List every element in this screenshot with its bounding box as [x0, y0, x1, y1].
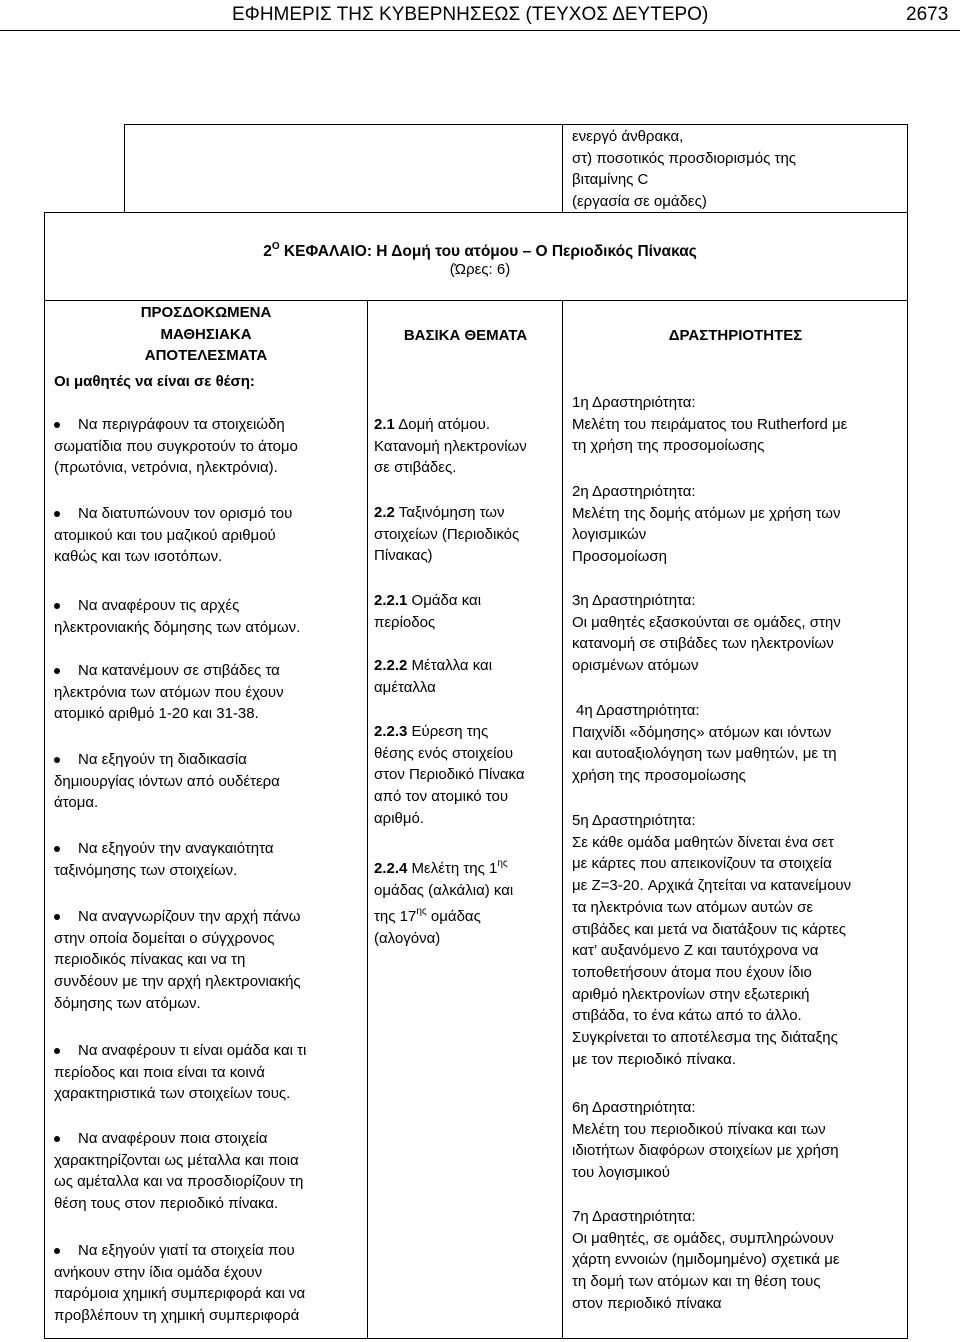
outcome-item-cont — [54, 860, 237, 882]
outcome-item-cont — [54, 1062, 290, 1105]
outcome-item — [78, 906, 300, 928]
topic-line: αριθμό. — [374, 809, 425, 827]
activity-line: Σε κάθε ομάδα μαθητών δίνεται ένα σετ — [572, 833, 834, 851]
topic-2-2 — [374, 502, 519, 567]
activity-line: κατανομή σε στιβάδες των ηλεκτρονίων — [572, 635, 834, 653]
activity-title: 4η Δραστηριότητα: — [576, 702, 700, 719]
outcome-item — [78, 414, 285, 436]
topic-line: Ομάδα και — [411, 592, 482, 609]
outcome-line: άτομα. — [54, 794, 99, 812]
top-row-cell — [572, 126, 796, 213]
activity-line: Μελέτη του πειράματος του Rutherford με — [572, 415, 848, 433]
topic-sup: ης — [497, 858, 508, 869]
activity-5 — [572, 810, 851, 1070]
outcome-line: δόμησης των ατόμων. — [54, 994, 201, 1012]
outcome-item-cont — [54, 1150, 303, 1215]
bullet-icon — [54, 1136, 60, 1142]
page-number: 2673 — [906, 4, 949, 25]
top-row-line: ενεργό άνθρακα, — [572, 128, 684, 145]
outcomes-intro: Οι μαθητές να είναι σε θέση: — [54, 373, 255, 390]
outcome-line: ως αμέταλλα και να προσδιορίζουν τη — [54, 1173, 304, 1191]
gazette-title: ΕΦΗΜΕΡΙΣ ΤΗΣ ΚΥΒΕΡΝΗΣΕΩΣ (ΤΕΥΧΟΣ ΔΕΥΤΕΡΟ) — [232, 4, 709, 25]
topic-sup: ης — [416, 906, 427, 918]
outcome-line: Να περιγράφουν τα στοιχειώδη — [78, 416, 285, 433]
outcome-item — [78, 749, 247, 771]
outcome-line: θέση τους στον περιοδικό πίνακα. — [54, 1195, 279, 1213]
column-divider-top — [562, 124, 563, 212]
topic-line: Κατανομή ηλεκτρονίων — [374, 437, 527, 455]
topic-line: Εύρεση της — [411, 723, 489, 740]
topic-number: 2.2.3 — [374, 723, 408, 740]
outcome-line: Να διατυπώνουν τον ορισμό του — [78, 505, 293, 522]
outcomes-header-line: ΠΡΟΣΔΟΚΩΜΕΝΑ — [140, 304, 272, 321]
outcomes-header — [44, 302, 368, 367]
topic-number: 2.1 — [374, 416, 395, 433]
outcome-line: Να εξηγούν την αναγκαιότητα — [78, 840, 274, 857]
activity-line: με Z=3-20. Αρχικά ζητείται να κατανείμουν — [572, 877, 852, 895]
outcome-line: Να κατανέμουν σε στιβάδες τα — [78, 662, 280, 679]
outcome-line: Να αναφέρουν τι είναι ομάδα και τι — [78, 1042, 307, 1059]
outcome-item-cont — [54, 617, 300, 639]
outcome-line: Να εξηγούν γιατί τα στοιχεία που — [78, 1242, 295, 1259]
outcome-line: προβλέπουν τη χημική συμπεριφορά — [54, 1307, 300, 1325]
outcome-line: ανήκουν στην ίδια ομάδα έχουν — [54, 1263, 263, 1281]
bullet-icon — [54, 1048, 60, 1054]
topic-number: 2.2.2 — [374, 657, 408, 674]
topic-line: στον Περιοδικό Πίνακα — [374, 766, 525, 784]
activity-4 — [572, 700, 837, 787]
activity-title: 6η Δραστηριότητα: — [572, 1099, 696, 1116]
chapter-number-sup: Ο — [271, 241, 280, 252]
activity-line: ορισμένων ατόμων — [572, 657, 699, 675]
activity-line: Οι μαθητές εξασκούνται σε ομάδες, στην — [572, 613, 841, 631]
activity-line: στον περιοδικό πίνακα — [572, 1294, 722, 1312]
activity-title: 2η Δραστηριότητα: — [572, 483, 696, 500]
activity-1 — [572, 392, 847, 457]
bullet-icon — [54, 603, 60, 609]
activity-line: του λογισμικού — [572, 1164, 670, 1182]
activity-title: 3η Δραστηριότητα: — [572, 592, 696, 609]
bullet-icon — [54, 511, 60, 517]
outcome-line: Να αναγνωρίζουν την αρχή πάνω — [78, 908, 301, 925]
topic-line: περίοδος — [374, 613, 436, 631]
table-border-bottom — [44, 1338, 908, 1339]
activity-line: τα ηλεκτρόνια των ατόμων αυτών σε — [572, 898, 814, 916]
column-divider-1 — [367, 300, 368, 1338]
outcomes-header-line: ΑΠΟΤΕΛΕΣΜΑΤΑ — [144, 347, 268, 365]
outcome-line: Να αναφέρουν τις αρχές — [78, 597, 240, 614]
outcome-line: ηλεκτρόνια των ατόμων που έχουν — [54, 683, 284, 701]
topic-line: σε στιβάδες. — [374, 459, 457, 477]
activity-title: 7η Δραστηριότητα: — [572, 1208, 696, 1225]
topic-line: Μέταλλα και — [411, 657, 493, 674]
activity-line: χάρτη εννοιών (ημιδομημένο) σχετικά με — [572, 1251, 840, 1269]
activity-7 — [572, 1206, 840, 1315]
activity-line: και αυτοαξιολόγηση των μαθητών, με τη — [572, 745, 837, 763]
activity-line: τοποθετήσουν άτομα που έχουν ίδιο — [572, 963, 812, 981]
activity-title: 1η Δραστηριότητα: — [572, 394, 696, 411]
bullet-icon — [54, 914, 60, 920]
table-border-right — [907, 124, 908, 1339]
topic-line: στοιχείων (Περιοδικός — [374, 525, 520, 543]
topic-line: Ταξινόμηση των — [398, 504, 505, 521]
activity-line: Προσομοίωση — [572, 548, 667, 566]
activity-line: Συγκρίνεται το αποτέλεσμα της διάταξης — [572, 1029, 838, 1047]
topic-line: (αλογόνα) — [374, 930, 441, 948]
outcome-item-cont — [54, 928, 301, 1015]
outcome-line: ηλεκτρονιακής δόμησης των ατόμων. — [54, 618, 301, 636]
chapter-number: 2 — [263, 243, 272, 260]
outcome-line: σωματίδια που συγκροτούν το άτομο — [54, 437, 298, 455]
header-rule — [0, 30, 960, 31]
page-header — [0, 0, 960, 30]
outcome-line: χαρακτηριστικά των στοιχείων τους. — [54, 1085, 291, 1103]
outcome-item-cont — [54, 682, 284, 725]
bullet-icon — [54, 757, 60, 763]
topic-line: θέσης ενός στοιχείου — [374, 744, 514, 762]
outcome-line: (πρωτόνια, νετρόνια, ηλεκτρόνια). — [54, 459, 278, 477]
topic-number: 2.2.1 — [374, 592, 408, 609]
outcome-item — [78, 503, 292, 525]
bullet-icon — [54, 846, 60, 852]
activity-line: χρήση της προσομοίωσης — [572, 767, 746, 785]
activity-line: Οι μαθητές, σε ομάδες, συμπληρώνουν — [572, 1229, 834, 1247]
outcome-line: συνδέουν με την αρχή ηλεκτρονιακής — [54, 973, 301, 991]
topic-line: από τον ατομικό του — [374, 788, 509, 806]
activity-line: τη χρήση της προσομοίωσης — [572, 437, 765, 455]
activity-line: στιβάδες και μετά να διατάξουν τις κάρτες — [572, 920, 847, 938]
table-border-left — [44, 212, 45, 1339]
chapter-hours: (Ώρες: 6) — [449, 261, 511, 278]
outcome-line: Να αναφέρουν ποια στοιχεία — [78, 1130, 268, 1147]
top-row-line: βιταμίνης C — [572, 171, 649, 189]
outcome-line: περίοδος και ποια είναι τα κοινά — [54, 1063, 265, 1081]
topics-header: ΒΑΣΙΚΑ ΘΕΜΑΤΑ — [403, 327, 528, 344]
outcomes-header-line: ΜΑΘΗΣΙΑΚΑ — [160, 325, 252, 343]
topic-line: Δομή ατόμου. — [398, 416, 491, 433]
activity-line: ιδιοτήτων διαφόρων στοιχείων με χρήση — [572, 1142, 839, 1160]
activity-title: 5η Δραστηριότητα: — [572, 812, 696, 829]
outcome-line: δημιουργίας ιόντων από ουδέτερα — [54, 772, 280, 790]
activity-line: Παιχνίδι «δόμησης» ατόμων και ιόντων — [572, 723, 832, 741]
outcome-item-cont — [54, 771, 280, 814]
activity-line: τη δομή των ατόμων και τη θέση τους — [572, 1273, 821, 1291]
activity-3 — [572, 590, 841, 677]
topic-number: 2.2.4 — [374, 860, 408, 877]
outcome-item-cont — [54, 1262, 305, 1327]
outcome-line: στην οποία δομείται ο σύγχρονος — [54, 929, 275, 947]
topic-2-2-2 — [374, 655, 492, 698]
outcome-line: ατομικό αριθμό 1-20 και 31-38. — [54, 705, 259, 723]
bullet-icon — [54, 422, 60, 428]
bullet-icon — [54, 1248, 60, 1254]
outcome-item — [78, 1128, 268, 1150]
outcome-line: παρόμοια χημική συμπεριφορά και να — [54, 1285, 306, 1303]
topic-2-2-4 — [374, 853, 513, 950]
topic-number: 2.2 — [374, 504, 395, 521]
activity-line: αριθμό ηλεκτρονίων στην εξωτερική — [572, 985, 810, 1003]
activity-line: Μελέτη της δομής ατόμων με χρήση των — [572, 504, 841, 522]
activity-line: κατ’ αυξανόμενο Z και ταυτόχρονα να — [572, 942, 819, 960]
topic-2-1 — [374, 414, 527, 479]
outcome-item — [78, 1240, 295, 1262]
topic-2-2-3 — [374, 721, 525, 830]
chapter-name: ΚΕΦΑΛΑΙΟ: Η Δομή του ατόμου – Ο Περιοδικός Πίνακας — [283, 243, 697, 260]
activity-line: με τον περιοδικό πίνακα. — [572, 1050, 736, 1068]
outcome-item — [78, 838, 274, 860]
topic-line: ομάδας (αλκάλια) και — [374, 881, 514, 899]
table-border-header-top — [44, 300, 908, 301]
table-border-top-left — [124, 124, 125, 212]
outcome-line: ατομικού και του μαζικού αριθμού — [54, 526, 276, 544]
outcome-line: καθώς και των ισοτόπων. — [54, 548, 223, 566]
activity-line: λογισμικών — [572, 526, 647, 544]
outcome-item — [78, 595, 239, 617]
activity-line: στιβάδα, το ένα κάτω από το άλλο. — [572, 1007, 802, 1025]
top-row-line: στ) ποσοτικός προσδιορισμός της — [572, 149, 797, 167]
outcome-line: ταξινόμησης των στοιχείων. — [54, 861, 238, 879]
topic-line: αμέταλλα — [374, 678, 436, 696]
table-border-top — [124, 124, 908, 125]
topic-line: ομάδας — [430, 908, 481, 926]
outcome-item — [78, 660, 280, 682]
topic-2-2-1 — [374, 590, 481, 633]
topic-line: Πίνακας) — [374, 547, 433, 565]
activity-6 — [572, 1097, 839, 1184]
activity-line: με κάρτες που απεικονίζουν τα στοιχεία — [572, 855, 832, 873]
activities-header: ΔΡΑΣΤΗΡΙΟΤΗΤΕΣ — [668, 327, 803, 344]
outcome-item — [78, 1040, 306, 1062]
activity-line: Μελέτη του περιοδικού πίνακα και των — [572, 1120, 826, 1138]
activity-2 — [572, 481, 840, 568]
topic-line: Μελέτη της 1 — [411, 860, 498, 877]
outcome-item-cont — [54, 525, 276, 568]
outcome-line: περιοδικός πίνακας και να τη — [54, 951, 246, 969]
column-divider-2 — [562, 300, 563, 1338]
top-row-line: (εργασία σε ομάδες) — [572, 193, 707, 211]
bullet-icon — [54, 668, 60, 674]
outcome-line: Να εξηγούν τη διαδικασία — [78, 751, 247, 768]
outcome-item-cont — [54, 436, 298, 479]
outcome-line: χαρακτηρίζονται ως μέταλλα και ποια — [54, 1151, 299, 1169]
topic-line: της 17 — [374, 908, 417, 926]
